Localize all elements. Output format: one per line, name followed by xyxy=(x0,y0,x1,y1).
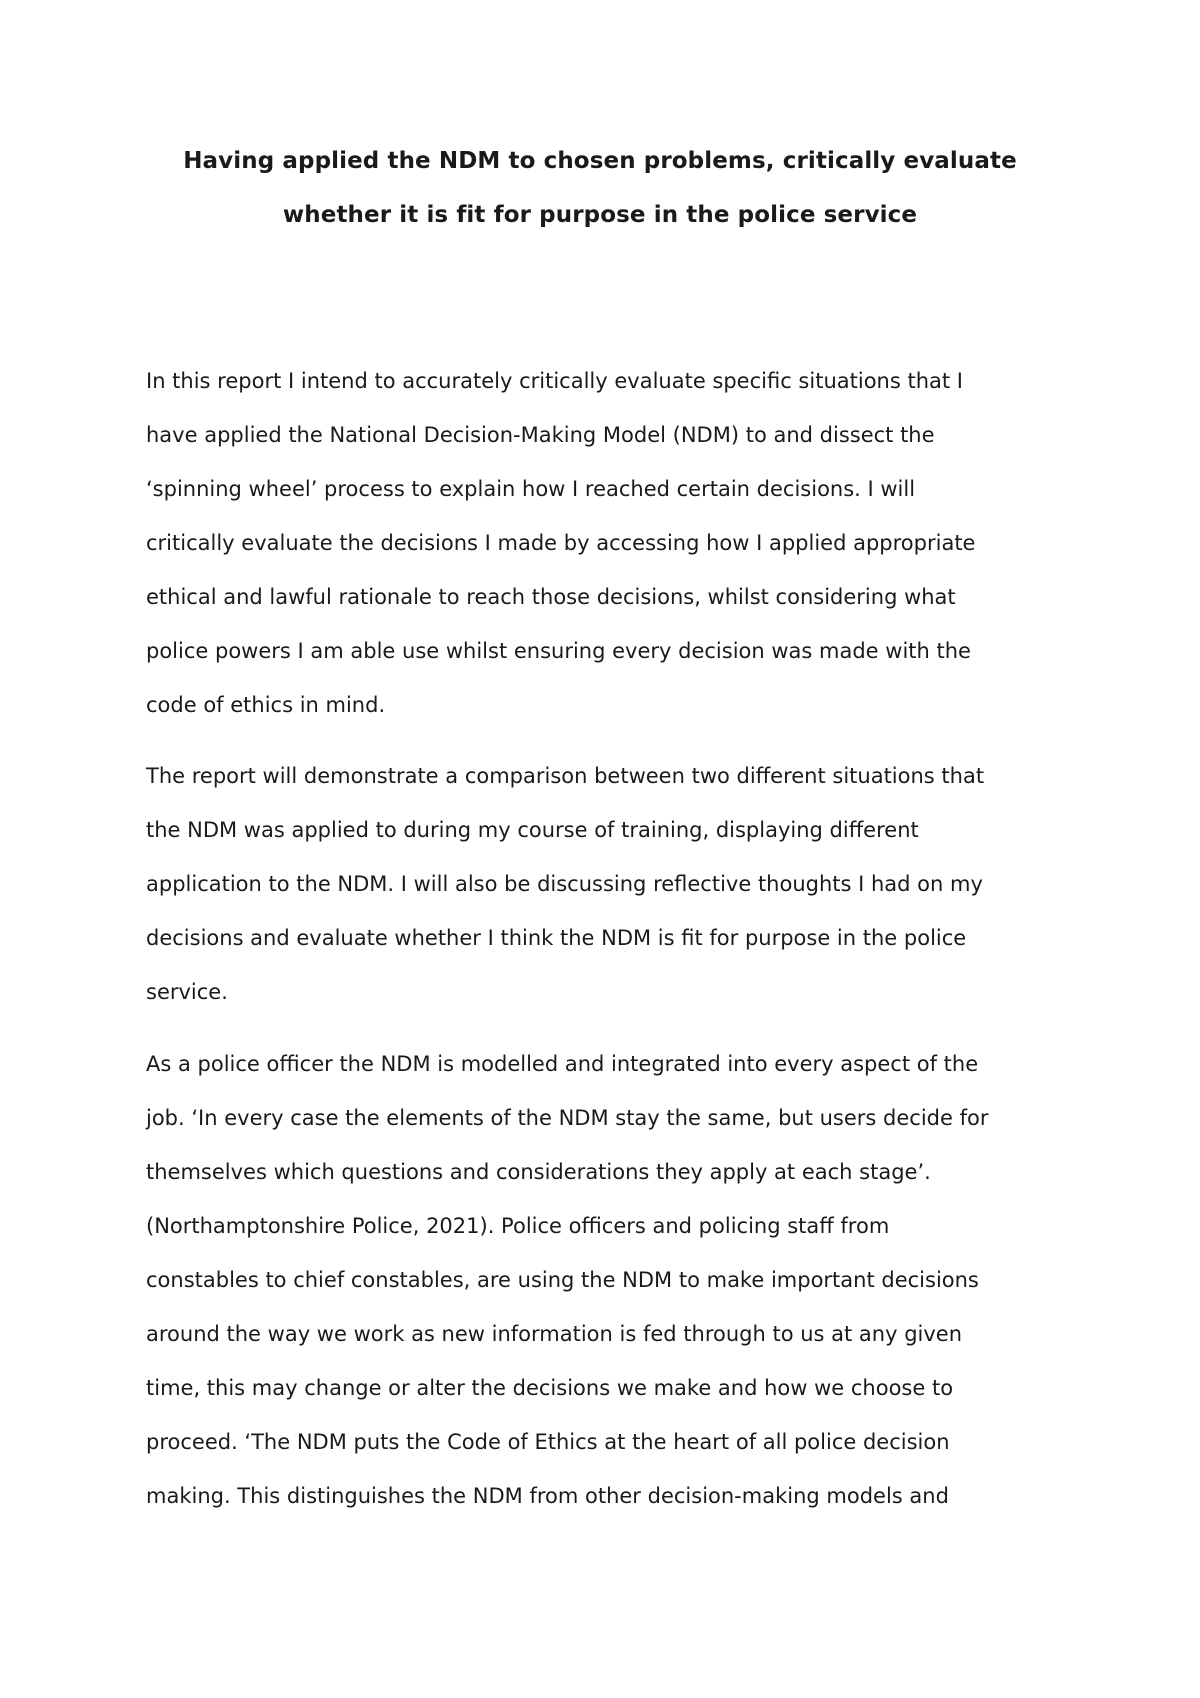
text-line: have applied the National Decision-Making Model (NDM) to and dissect the xyxy=(146,423,935,447)
text-line: around the way we work as new information is fed through to us at any given xyxy=(146,1322,963,1346)
title-line: whether it is fit for purpose in the police service xyxy=(282,202,918,228)
text-line: constables to chief constables, are using the NDM to make important decisions xyxy=(146,1268,979,1292)
text-line: service. xyxy=(146,980,228,1004)
text-line: ‘spinning wheel’ process to explain how I reached certain decisions. I will xyxy=(146,477,916,501)
text-line: making. This distinguishes the NDM from other decision-making models and xyxy=(146,1484,949,1508)
text-line: themselves which questions and considerations they apply at each stage’. xyxy=(146,1160,931,1184)
text-line: critically evaluate the decisions I made by accessing how I applied appropriate xyxy=(146,531,976,555)
text-line: code of ethics in mind. xyxy=(146,693,386,717)
text-line: police powers I am able use whilst ensuring every decision was made with the xyxy=(146,639,971,663)
text-line: application to the NDM. I will also be discussing reflective thoughts I had on my xyxy=(146,872,983,896)
text-line: the NDM was applied to during my course of training, displaying different xyxy=(146,818,919,842)
text-line: decisions and evaluate whether I think the NDM is fit for purpose in the police xyxy=(146,926,967,950)
title-line: Having applied the NDM to chosen problems, critically evaluate xyxy=(183,148,1017,174)
paragraph-report-overview xyxy=(146,749,1076,1019)
text-line: As a police officer the NDM is modelled and integrated into every aspect of the xyxy=(146,1052,979,1076)
document-title xyxy=(120,131,1080,239)
text-line: ethical and lawful rationale to reach those decisions, whilst considering what xyxy=(146,585,956,609)
text-line: time, this may change or alter the decisions we make and how we choose to xyxy=(146,1376,954,1400)
text-line: job. ‘In every case the elements of the NDM stay the same, but users decide for xyxy=(146,1106,989,1130)
text-line: proceed. ‘The NDM puts the Code of Ethics at the heart of all police decision xyxy=(146,1430,950,1454)
text-line: The report will demonstrate a comparison between two different situations that xyxy=(146,764,985,788)
paragraph-introduction xyxy=(146,354,1076,732)
text-line: In this report I intend to accurately critically evaluate specific situations that I xyxy=(146,369,963,393)
text-line: (Northamptonshire Police, 2021). Police officers and policing staff from xyxy=(146,1214,890,1238)
paragraph-ndm-context xyxy=(146,1037,1076,1523)
